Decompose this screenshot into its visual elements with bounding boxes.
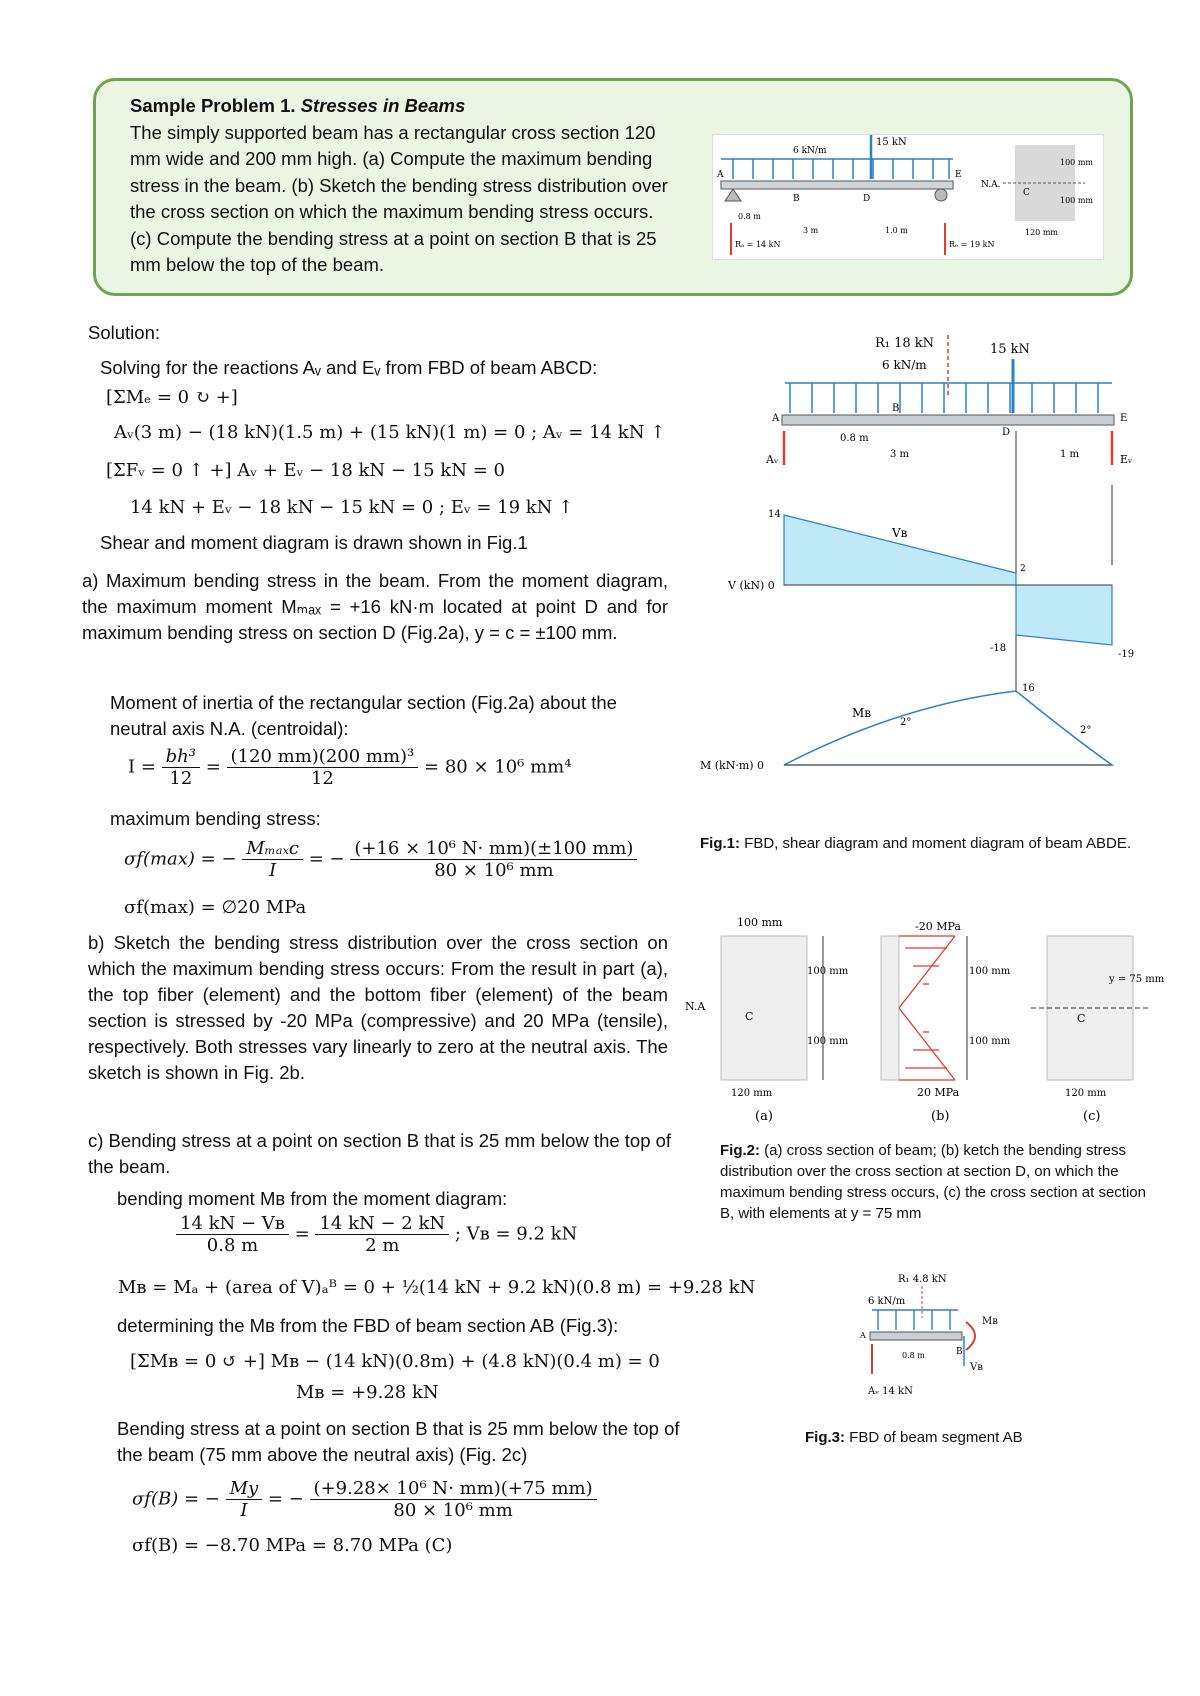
fig3-mb: Mʙ [982,1316,998,1327]
fig2-c: C [745,1010,754,1023]
fig2-section-a [721,936,807,1080]
problem-p-label: 15 kN [876,137,907,148]
sigma-max-eq: σf(max) = − $\frac{\text{Mₘₐₓc}}{I}$ = − $\frac{\text{(+16 × 10⁶ N· mm)(±100 mm)}}{\text{80 × 10⁶ mm}}$ [124,838,637,881]
fig2-caption: Fig.2: (a) cross section of beam; (b) ketch the bending stress distribution over the cross section at section D, on which the maximum bending stress occurs, (c) the cross section at section B, with elements at y = 75 mm [720,1142,1146,1222]
problem-w: 120 mm [1025,228,1058,237]
fig3-av: Aᵥ 14 kN [868,1386,913,1397]
fig1-m2nd-a: 2° [900,717,912,728]
mb-result: Mʙ = +9.28 kN [296,1382,439,1403]
problem-figure [712,134,1104,260]
fig2 [685,912,1200,1132]
fig3-vb: Vʙ [970,1362,983,1373]
fig2-b-h1: 100 mm [969,966,1011,977]
problem-support-e [935,189,947,201]
fig2-c-y: y = 75 mm [1109,974,1165,985]
fig3-r-load: R₁ 4.8 kN [898,1274,947,1285]
fig1-lbl-b: B [892,403,900,414]
fig3-beam [870,1332,962,1340]
point-intro: Bending stress at a point on section B that is 25 mm below the top of the beam (75 mm above the neutral axis) (Fig. 2c) [117,1418,680,1465]
problem-beam [721,181,953,189]
problem-dim2: 3 m [803,226,819,235]
fig1-r-load: R₁ 18 kN [875,336,935,351]
fig2-a-h2: 100 mm [807,1036,849,1047]
fig1-lbl-d: D [1002,427,1011,438]
inertia-intro: Moment of inertia of the rectangular section (Fig.2a) about the neutral axis N.A. (centroidal): [110,692,617,739]
fig1-lbl-e: E [1120,413,1128,424]
sigma-b-eq: σf(B) = − $\frac{My}{I}$ = − $\frac{\text{(+9.28× 10⁶ N· mm)(+75 mm)}}{\text{80 × 10⁶ mm}}$ [132,1478,597,1521]
vb-eq: $\frac{\text{14 kN − Vʙ}}{0.8 m}$ = $\frac{14 kN - 2 kN}{2 m}$ ; Vʙ = 9.2 kN [176,1213,577,1256]
fig1-d3: 1 m [1060,449,1080,460]
mb-fbd-eq: [ΣMʙ = 0 ↺ +] Mʙ − (14 kN)(0.8m) + (4.8 kN)(0.4 m) = 0 [130,1351,660,1372]
fig2-c-c: C [1077,1012,1086,1025]
fig1-m16: 16 [1022,683,1035,694]
problem-dim1: 0.8 m [738,212,761,221]
problem-dist-load [721,159,953,179]
problem-re: Rₑ = 19 kN [949,240,995,249]
problem-lbl-e: E [955,170,962,180]
fig2-b-top: -20 MPa [915,920,961,933]
fig2-label-a: (a) [755,1109,773,1124]
inertia-eq: I = $\frac{\text{bh³}}{12}$ = $\frac{\text{(120 mm)(200 mm)³}}{12}$ = 80 × 10⁶ mm⁴ [128,746,572,789]
problem-text: The simply supported beam has a rectangular cross section 120 mm wide and 200 mm high. (a) Compute the maximum bending stress in the beam. (b) Sketch the bending stress distribution over the cross section on which the maximum bending stress occurs. (c) Compute the bending stress at a point on section B that is 25 mm below the top of the beam. [130,121,668,275]
fig3 [858,1270,1008,1410]
fig1-m2nd-b: 2° [1080,725,1092,736]
fig1-ev: Eᵥ [1120,453,1133,466]
fig3-a: A [860,1331,866,1340]
max-stress-label: maximum bending stress: [110,808,321,829]
fig1-vb: Vʙ [892,526,908,540]
fig2-stress-arrows [899,936,955,1080]
fig1-d2: 3 m [890,449,910,460]
problem-support-a [725,189,741,201]
problem-subtitle: Stresses in Beams [300,95,466,116]
fig2-na: N.A [685,1000,706,1013]
fig2-b-bot: 20 MPa [917,1086,960,1099]
fig2-section-b [881,936,899,1080]
fig1-m-axis-label: M (kN·m) 0 [700,759,765,772]
fig3-moment-arrow [966,1322,975,1350]
fig3-b: B [956,1347,963,1357]
problem-lbl-a: A [717,170,724,180]
problem-na: N.A. [981,180,1001,190]
problem-h2: 100 mm [1060,196,1093,205]
fig1-vm18: -18 [990,643,1007,654]
part-a: a) Maximum bending stress in the beam. From the moment diagram, the maximum moment Mₘₐₓ = +16 kN·m located at point D and for maximum bending stress on section D (Fig.2a), y = c = ±100 mm. [82,570,668,643]
part-c: c) Bending stress at a point on section B that is 25 mm below the top of the beam. [88,1130,672,1177]
problem-statement [130,93,675,279]
fig1-shear-negative [1016,585,1112,645]
fig2-b-h2: 100 mm [969,1036,1011,1047]
fig1-v-axis-label: V (kN) 0 [728,579,775,592]
fig3-dim: 0.8 m [902,1351,925,1360]
fig2-a-h1: 100 mm [807,966,849,977]
mb-area-eq: Mʙ = Mₐ + (area of V)ₐᴮ = 0 + ½(14 kN + 9.2 kN)(0.8 m) = +9.28 kN [118,1277,756,1298]
fig3-caption: Fig.3: FBD of beam segment AB [805,1429,1023,1446]
problem-lbl-d: D [863,194,871,204]
eq-moment-sum: [ΣMₑ = 0 ↻ +] [106,387,238,408]
fig1-vm19: -19 [1118,649,1135,660]
mb-intro: bending moment Mʙ from the moment diagram: [117,1188,508,1209]
fig1-beam [782,415,1114,425]
fig2-a-top: 100 mm [737,916,783,929]
fig3-w-label: 6 kN/m [868,1296,906,1307]
problem-c: C [1023,188,1030,198]
solution-heading: Solution: [88,322,160,343]
problem-lbl-b: B [793,194,800,204]
fig2-a-w: 120 mm [731,1088,773,1099]
fig1-lbl-a: A [772,413,780,424]
fig1-v14: 14 [768,509,781,520]
fbd-intro: determining the Mʙ from the FBD of beam section AB (Fig.3): [117,1315,619,1336]
shear-line: Shear and moment diagram is drawn shown in Fig.1 [100,532,528,553]
fig1-p-load: 15 kN [990,342,1030,357]
fig3-dist-load [872,1310,958,1330]
fig1-caption: Fig.1: FBD, shear diagram and moment diagram of beam ABDE. [700,835,1132,852]
eq-av: Aᵥ(3 m) − (18 kN)(1.5 m) + (15 kN)(1 m) = 0 ; Aᵥ = 14 kN ↑ [114,422,666,443]
sigma-b-result: σf(B) = −8.70 MPa = 8.70 MPa (C) [132,1535,453,1556]
fig2-label-c: (c) [1083,1109,1101,1124]
sigma-max-result: σf(max) = ∅20 MPa [124,897,307,918]
fig1-moment-curve [784,691,1112,765]
fig1 [700,335,1190,815]
reactions-intro: Solving for the reactions Aᵥ and Eᵥ from FBD of beam ABCD: [100,357,598,378]
problem-title: Sample Problem 1. [130,95,296,116]
part-b: b) Sketch the bending stress distribution over the cross section on which the maximum bending stress occurs: From the result in part (a), the top fiber (element) and the bottom fiber (element) of the beam section is stressed by -20 MPa (compressive) and 20 MPa (tensile), respectively. Both stresses vary linearly to zero at the neutral axis. The sketch is shown in Fig. 2b. [88,932,668,1083]
fig1-w-label: 6 kN/m [882,358,927,372]
problem-ra: Rₐ = 14 kN [735,240,781,249]
problem-h1: 100 mm [1060,158,1093,167]
problem-dim3: 1.0 m [885,226,908,235]
eq-ev: 14 kN + Eᵥ − 18 kN − 15 kN = 0 ; Eᵥ = 19 kN ↑ [130,497,574,518]
fig1-v2: 2 [1020,564,1026,574]
eq-force-sum: [ΣFᵥ = 0 ↑ +] Aᵥ + Eᵥ − 18 kN − 15 kN = 0 [106,460,505,481]
fig1-mb: Mʙ [852,706,872,720]
fig2-c-w: 120 mm [1065,1088,1107,1099]
fig2-label-b: (b) [931,1109,950,1124]
fig1-d1: 0.8 m [840,433,869,444]
fig1-av: Aᵥ [766,453,779,466]
problem-w-label: 6 kN/m [793,146,827,156]
